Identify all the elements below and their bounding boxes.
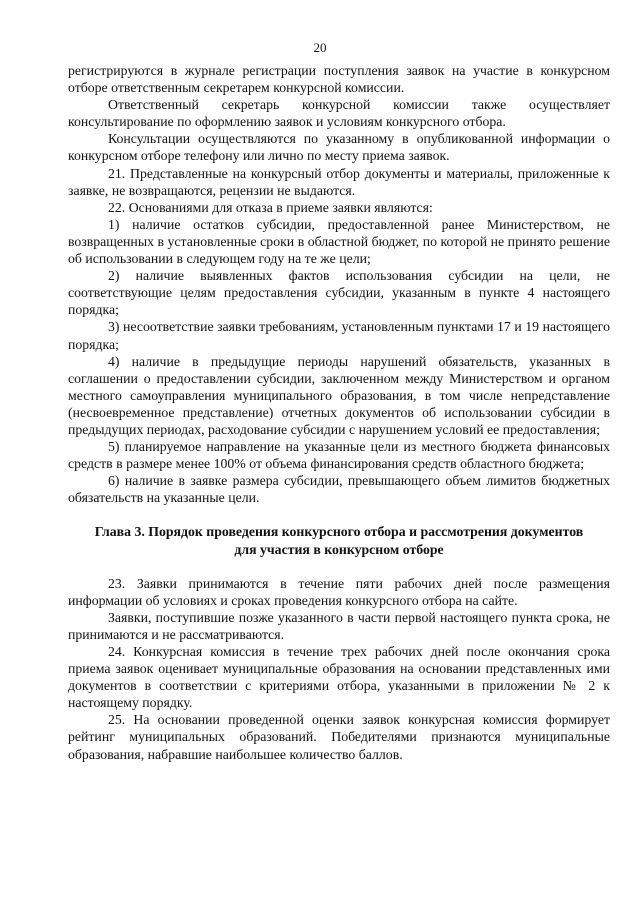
paragraph-reason-6: 6) наличие в заявке размера субсидии, превышающего объем лимитов бюджетных обязательств на указанные цели. [68, 473, 610, 506]
page-number: 20 [313, 40, 327, 55]
spacer [68, 558, 610, 575]
paragraph-item-23: 23. Заявки принимаются в течение пяти рабочих дней после размещения информации об условиях и сроках проведения конкурсного отбора на сайте. [68, 575, 610, 608]
paragraph-item-24: 24. Конкурсная комиссия в течение трех рабочих дней после окончания срока приема заявок оценивает муниципальные образования на основании представленных ими документов в соответствии с критериями отбора, указанными в приложении № 2 к настоящему порядку. [68, 644, 610, 711]
paragraph-reason-4: 4) наличие в предыдущие периоды нарушений обязательств, указанных в соглашении о предоставлении субсидии, заключенном между Министерством и органом местного самоуправления муниципального образования, в том числе непредставление (несвоевременное представление) отчетных документов об использовании субсидии в предыдущих периодах, расходование субсидии с нарушением условий ее предоставления; [68, 353, 610, 437]
paragraph-late-applications: Заявки, поступившие позже указанного в части первой настоящего пункта срока, не принимаются и не рассматриваются. [68, 609, 610, 642]
paragraph-item-25: 25. На основании проведенной оценки заявок конкурсная комиссия формирует рейтинг муниципальных образований. Победителями признаются муниципальные образования, набравшие наибольшее количество баллов. [68, 712, 610, 762]
paragraph-reason-3: 3) несоответствие заявки требованиям, установленным пунктами 17 и 19 настоящего порядка; [68, 319, 610, 352]
document-body [68, 62, 610, 763]
spacer [68, 506, 610, 523]
paragraph-reason-2: 2) наличие выявленных фактов использования субсидии на цели, не соответствующие целям предоставления субсидии, указанным в пункте 4 настоящего порядка; [68, 268, 610, 318]
chapter-heading: Глава 3. Порядок проведения конкурсного отбора и рассмотрения документов для участия в конкурсном отборе [94, 524, 584, 557]
paragraph-item-22: 22. Основаниями для отказа в приеме заявки являются: [108, 199, 433, 215]
paragraph-continuation: регистрируются в журнале регистрации поступления заявок на участие в конкурсном отборе ответственным секретарем конкурсной комиссии. [68, 63, 610, 96]
paragraph-reason-1: 1) наличие остатков субсидии, предоставленной ранее Министерством, не возвращенных в установленные сроки в областной бюджет, по которой не принято решение об использовании в следующем году на те же цели; [68, 216, 610, 267]
paragraph-item-21: 21. Представленные на конкурсный отбор документы и материалы, приложенные к заявке, не возвращаются, рецензии не выдаются. [68, 165, 610, 198]
paragraph-secretary-consulting: Ответственный секретарь конкурсной комиссии также осуществляет консультирование по оформлению заявок и условиям конкурсного отбора. [68, 97, 610, 130]
paragraph-reason-5: 5) планируемое направление на указанные цели из местного бюджета финансовых средств в размере менее 100% от объема финансирования средств областного бюджета; [68, 439, 610, 472]
paragraph-consultations: Консультации осуществляются по указанному в опубликованной информации о конкурсном отборе телефону или лично по месту приема заявок. [68, 131, 610, 164]
